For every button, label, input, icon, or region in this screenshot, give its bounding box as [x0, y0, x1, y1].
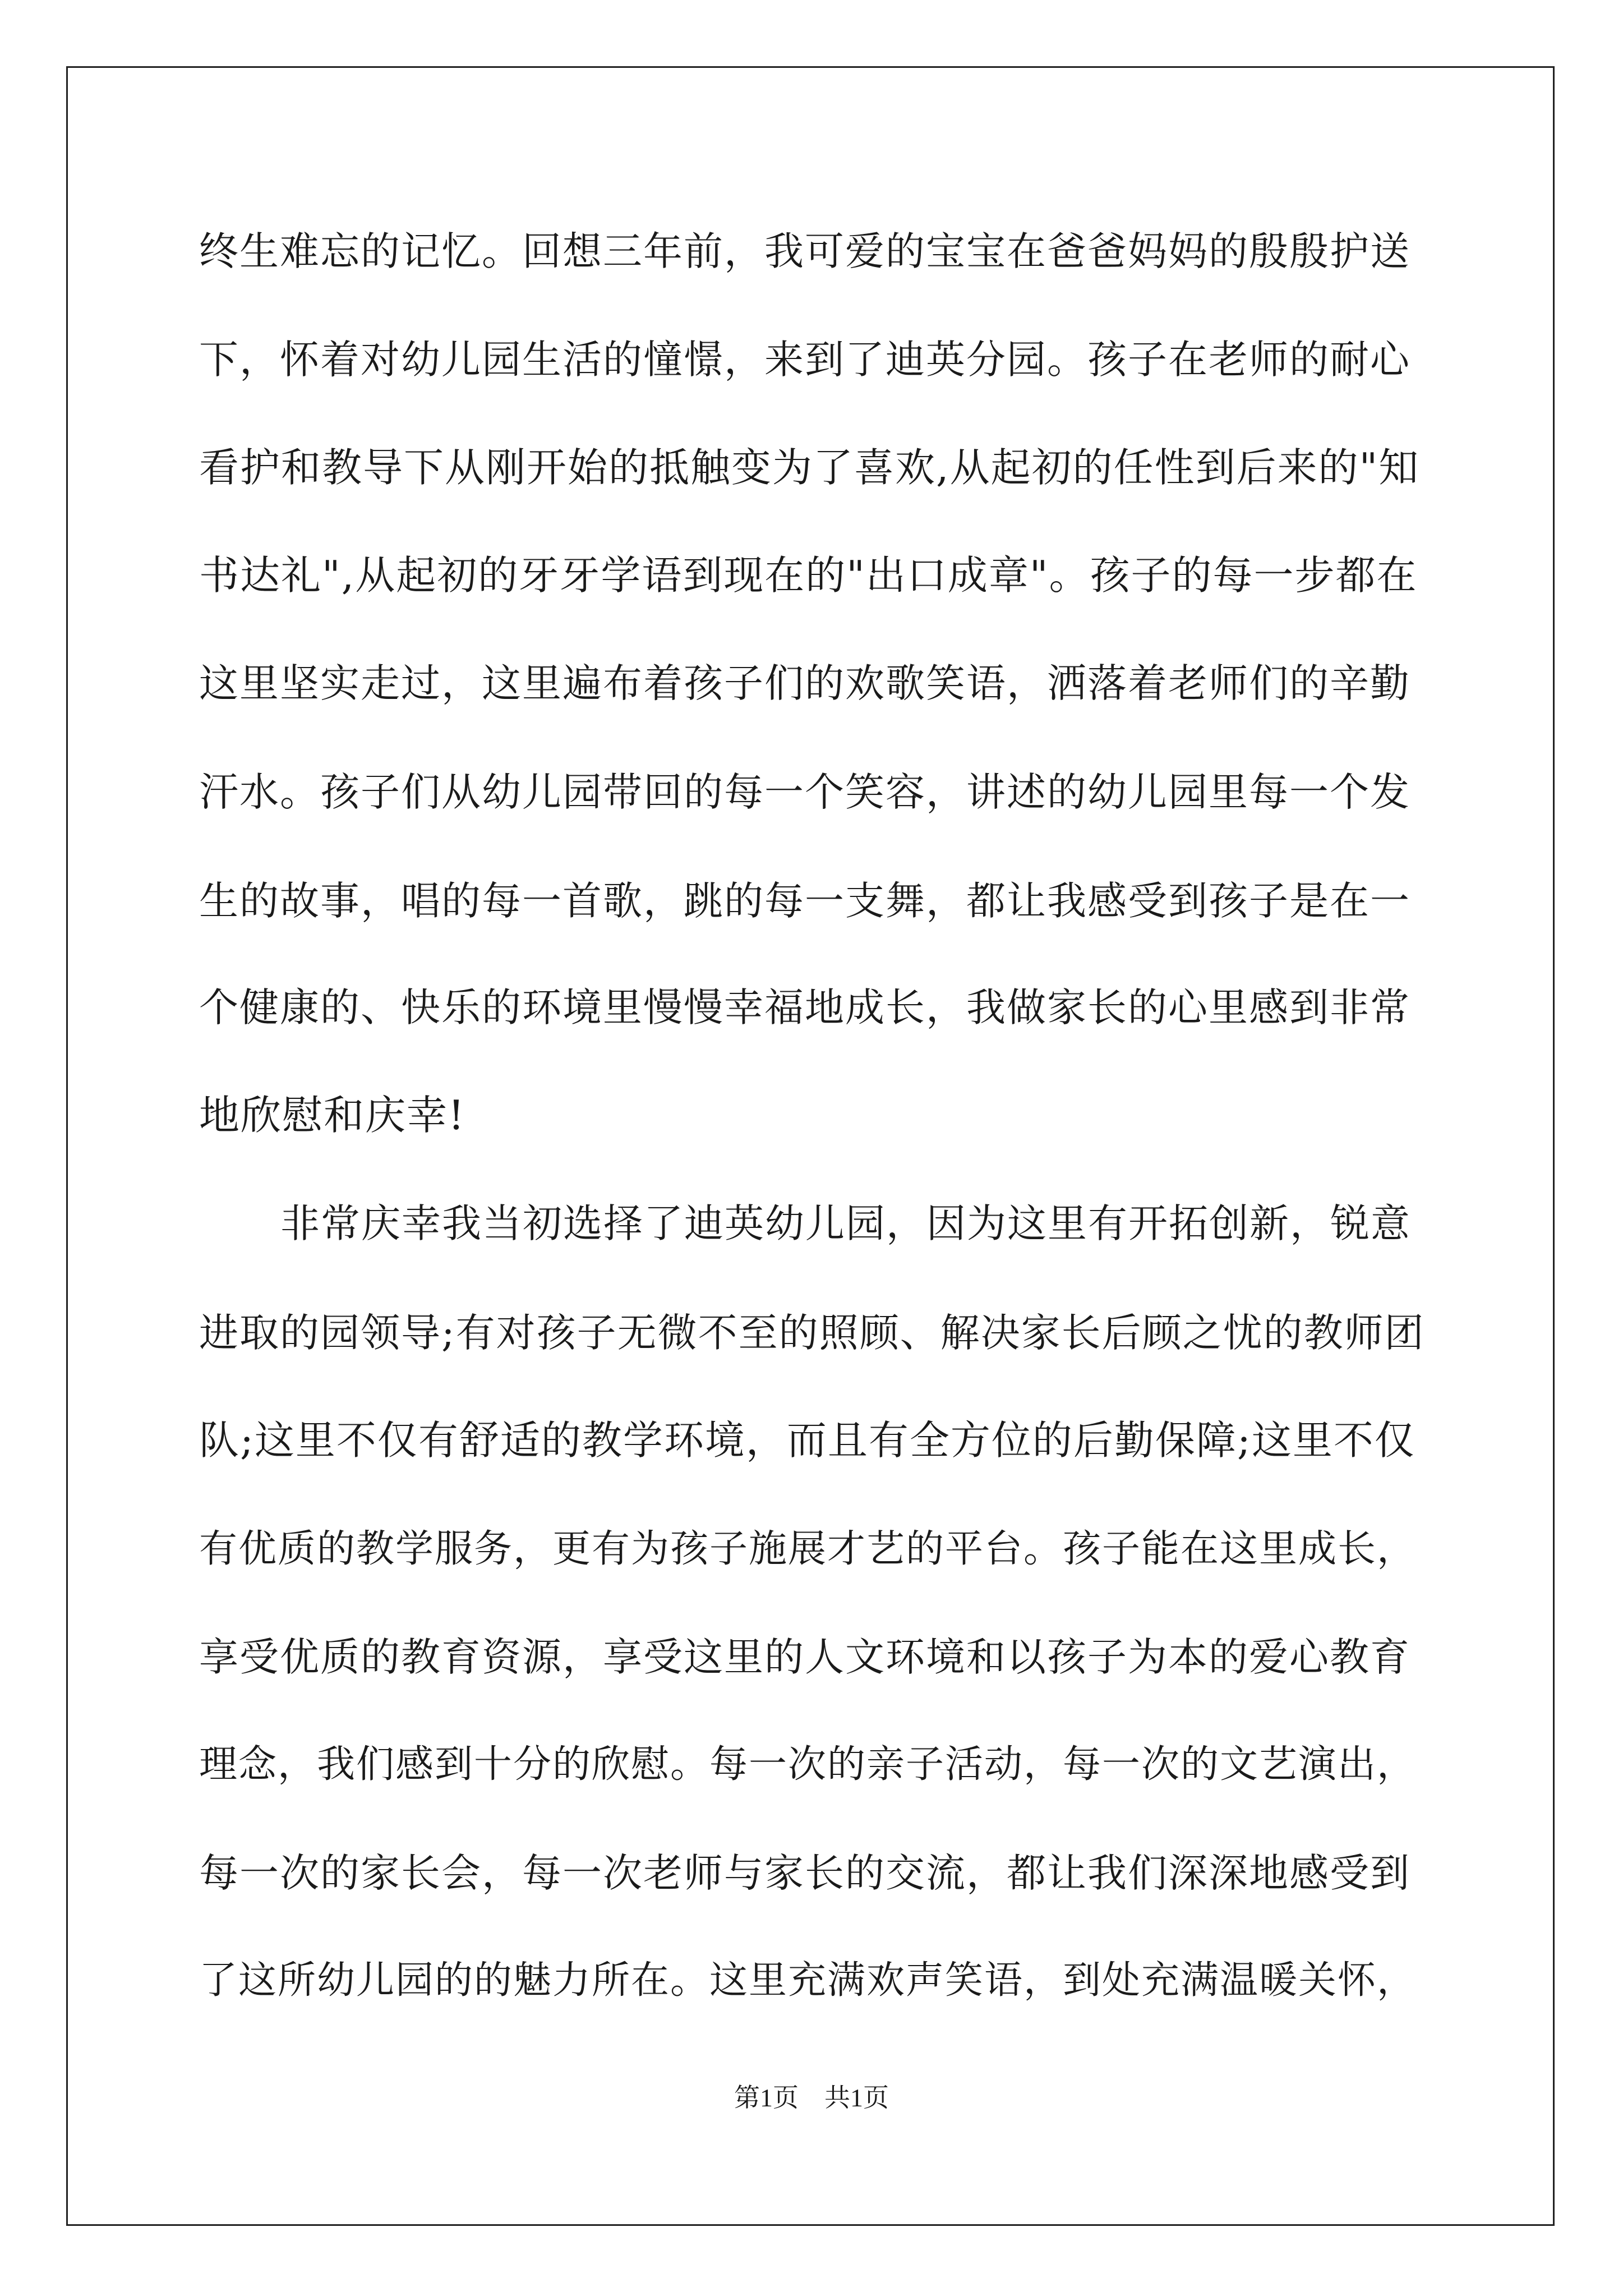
- text-line: 看护和教导下从刚开始的抵触变为了喜欢,从起初的任性到后来的"知: [199, 444, 1420, 491]
- text-line: 每一次的家长会，每一次老师与家长的交流，都让我们深深地感受到: [199, 1850, 1410, 1896]
- text-line: 这里坚实走过，这里遍布着孩子们的欢歌笑语，洒落着老师们的辛勤: [199, 660, 1410, 706]
- text-line: 书达礼",从起初的牙牙学语到现在的"出口成章"。孩子的每一步都在: [199, 552, 1418, 599]
- text-line: 个健康的、快乐的环境里慢慢幸福地成长，我做家长的心里感到非常: [199, 984, 1410, 1030]
- text-line: 了这所幼儿园的的魅力所在。这里充满欢声笑语，到处充满温暖关怀，: [199, 1958, 1417, 2003]
- text-line: 下，怀着对幼儿园生活的憧憬，来到了迪英分园。孩子在老师的耐心: [199, 337, 1410, 383]
- text-line: 终生难忘的记忆。回想三年前，我可爱的宝宝在爸爸妈妈的殷殷护送: [199, 228, 1410, 274]
- text-line: 有优质的教学服务，更有为孩子施展才艺的平台。孩子能在这里成长，: [199, 1527, 1417, 1571]
- page-border: [66, 66, 1555, 2226]
- page-number-footer: 第1页 共1页: [734, 2083, 889, 2112]
- text-line: 进取的园领导;有对孩子无微不至的照顾、解决家长后顾之忧的教师团: [199, 1310, 1425, 1356]
- text-line: 汗水。孩子们从幼儿园带回的每一个笑容，讲述的幼儿园里每一个发: [199, 769, 1410, 815]
- text-line: 生的故事，唱的每一首歌，跳的每一支舞，都让我感受到孩子是在一: [199, 878, 1410, 924]
- paragraph-first-line: 非常庆幸我当初选择了迪英幼儿园，因为这里有开拓创新，锐意: [280, 1200, 1411, 1246]
- text-line: 理念，我们感到十分的欣慰。每一次的亲子活动，每一次的文艺演出，: [199, 1742, 1417, 1787]
- text-line: 享受优质的教育资源，享受这里的人文环境和以孩子为本的爱心教育: [199, 1634, 1410, 1680]
- text-line: 地欣慰和庆幸!: [199, 1092, 465, 1139]
- text-line: 队;这里不仅有舒适的教学环境，而且有全方位的后勤保障;这里不仅: [199, 1417, 1415, 1464]
